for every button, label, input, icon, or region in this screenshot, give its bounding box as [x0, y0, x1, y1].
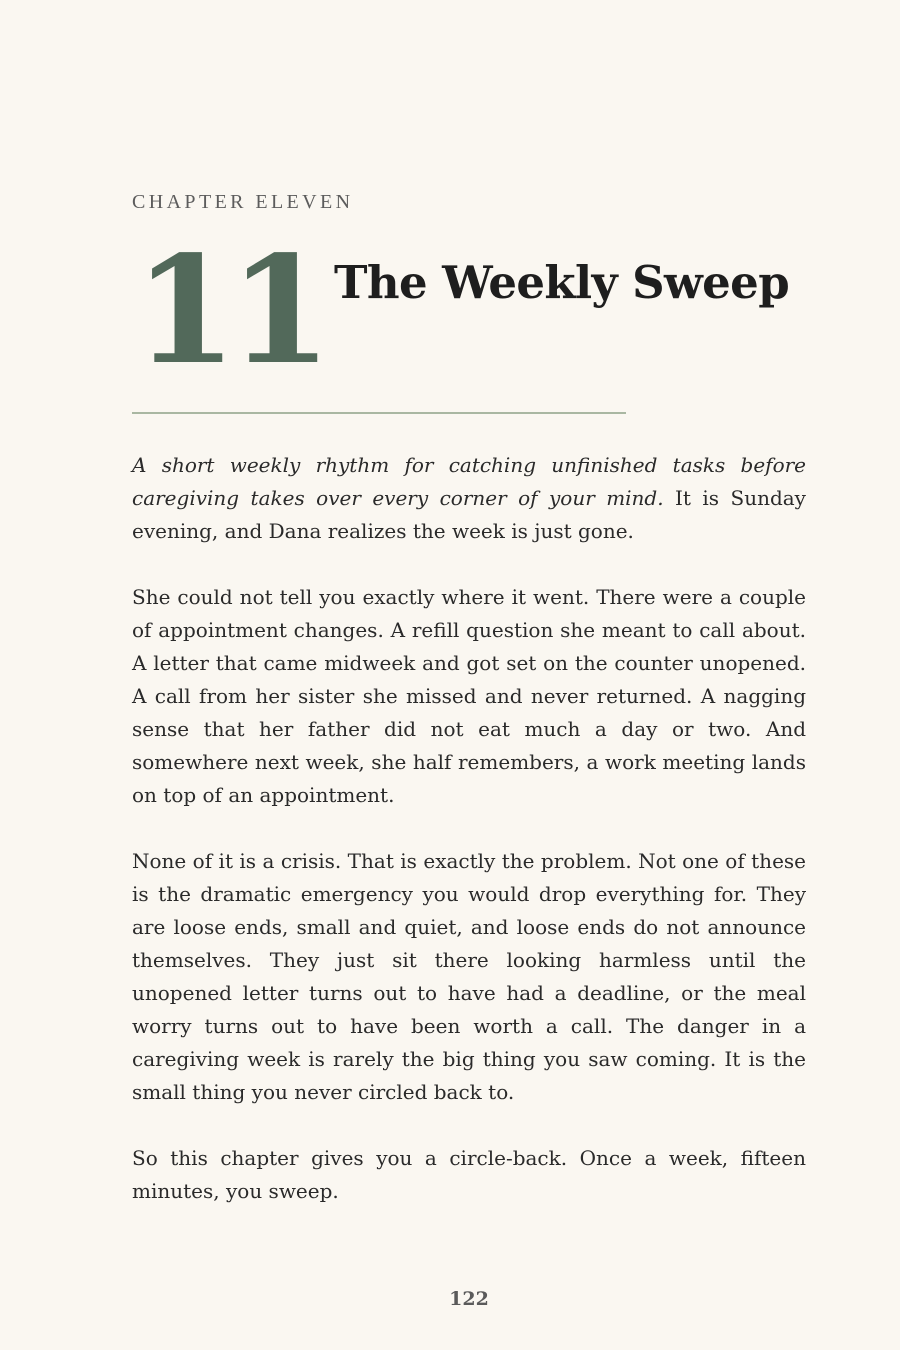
title-divider [132, 412, 626, 414]
page-number: 122 [449, 1288, 489, 1310]
chapter-body [132, 449, 806, 1241]
chapter-title: The Weekly Sweep [334, 256, 790, 309]
body-paragraph: None of it is a crisis. That is exactly the problem. Not one of these is the dramatic emergency you would drop everything for. They are loose ends, small and quiet, and loose ends do not announce themselves. They just sit there looking harmless until the unopened letter turns out to have had a deadline, or the meal worry turns out to have been worth a call. The danger in a caregiving week is rarely the big thing you saw coming. It is the small thing you never circled back to. [132, 849, 806, 1104]
intro-italic: A short weekly rhythm for catching unfinished tasks before caregiving takes over every corner of your mind. [132, 453, 806, 510]
chapter-number: 11 [134, 223, 324, 397]
chapter-kicker: CHAPTER ELEVEN [132, 191, 354, 213]
body-paragraph: She could not tell you exactly where it went. There were a couple of appointment changes. A refill question she meant to call about. A letter that came midweek and got set on the counter unopened. A call from her sister she missed and never returned. A nagging sense that her father did not eat much a day or two. And somewhere next week, she half remembers, a work meeting lands on top of an appointment. [132, 585, 806, 807]
intro-rest: It is Sunday evening, and Dana realizes the week is just gone. [132, 486, 806, 543]
body-paragraph: So this chapter gives you a circle-back. Once a week, fifteen minutes, you sweep. [132, 1146, 806, 1203]
intro-paragraph [132, 449, 806, 548]
